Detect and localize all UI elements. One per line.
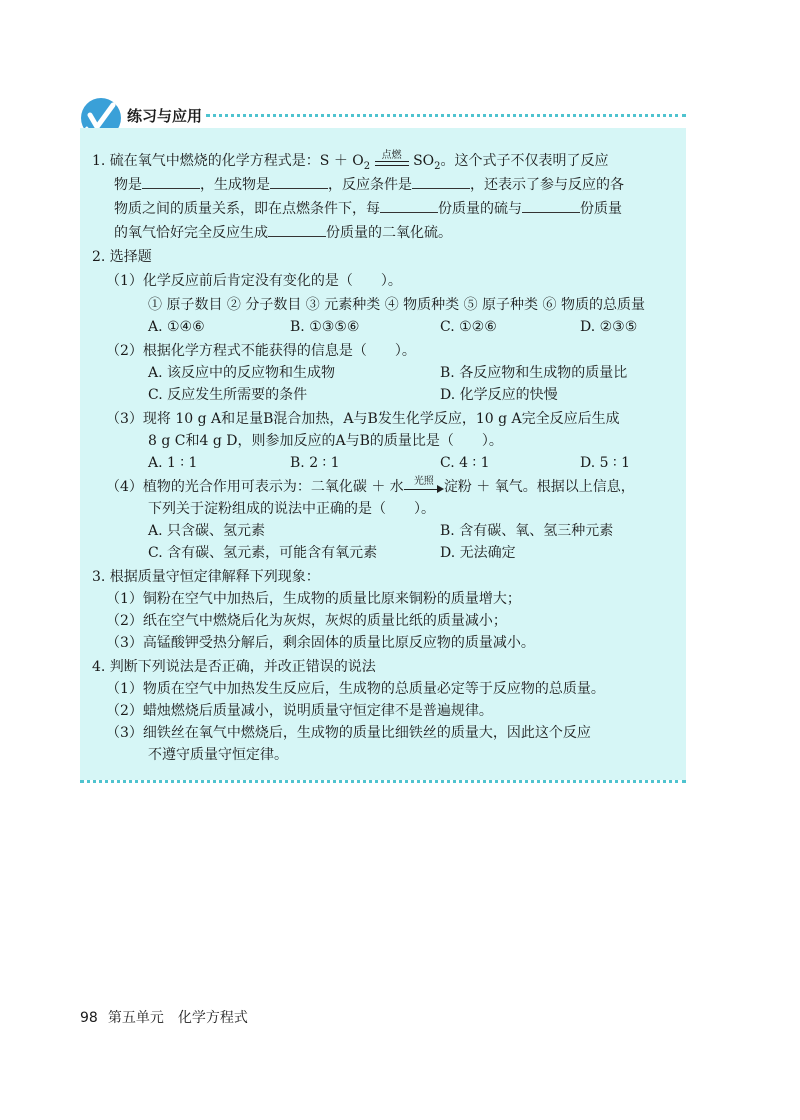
page-footer xyxy=(80,1007,248,1027)
q2-2-option-c[interactable]: C. 反应发生所需要的条件 xyxy=(148,387,308,403)
q2-3-option-a[interactable]: A. 1 ∶ 1 xyxy=(148,455,198,471)
q2-4-stem-line1: （4）植物的光合作用可表示为：二氧化碳 ＋ 水 光照 淀粉 ＋ 氧气。根据以上信息， xyxy=(106,476,635,495)
q3-item-2: （2）纸在空气中燃烧后化为灰烬，灰烬的质量比纸的质量减小； xyxy=(106,613,507,629)
q2-1-option-d[interactable]: D. ②③⑤ xyxy=(580,319,638,335)
q2-2-option-d[interactable]: D. 化学反应的快慢 xyxy=(440,387,558,403)
q2-title: 2. 选择题 xyxy=(92,249,152,265)
q4-item-3-line1: （3）细铁丝在氧气中燃烧后，生成物的质量比细铁丝的质量大，因此这个反应 xyxy=(106,725,591,741)
q3-item-1: （1）铜粉在空气中加热后，生成物的质量比原来铜粉的质量增大； xyxy=(106,591,521,607)
q2-1-stem: （1）化学反应前后肯定没有变化的是（ ）。 xyxy=(106,273,402,289)
q4-item-2: （2）蜡烛燃烧后质量减小，说明质量守恒定律不是普遍规律。 xyxy=(106,703,493,719)
section-title: 练习与应用 xyxy=(127,107,203,125)
q3-item-3: （3）高锰酸钾受热分解后，剩余固体的质量比原反应物的质量减小。 xyxy=(106,635,535,651)
q4-item-3-line2: 不遵守质量守恒定律。 xyxy=(148,747,288,763)
page-number: 98 xyxy=(80,1010,98,1026)
q2-4-option-c[interactable]: C. 含有碳、氢元素，可能含有氧元素 xyxy=(148,545,378,561)
q2-1-option-a[interactable]: A. ①④⑥ xyxy=(148,319,205,335)
header-divider xyxy=(206,114,686,117)
q2-4-option-a[interactable]: A. 只含碳、氢元素 xyxy=(148,523,266,539)
q1-line4: 的氧气恰好完全反应生成 份质量的二氧化硫。 xyxy=(114,222,452,244)
reaction-arrow-icon: 光照 xyxy=(404,481,444,493)
q2-1-option-c[interactable]: C. ①②⑥ xyxy=(440,319,497,335)
q3-title: 3. 根据质量守恒定律解释下列现象： xyxy=(92,569,320,585)
q2-4-option-d[interactable]: D. 无法确定 xyxy=(440,545,516,561)
answer-blank[interactable] xyxy=(270,174,328,189)
q2-3-option-b[interactable]: B. 2 ∶ 1 xyxy=(290,455,340,471)
q2-3-option-c[interactable]: C. 4 ∶ 1 xyxy=(440,455,490,471)
answer-blank[interactable] xyxy=(380,198,438,213)
answer-blank[interactable] xyxy=(142,174,200,189)
q1-line3: 物质之间的质量关系，即在点燃条件下，每 份质量的硫与 份质量 xyxy=(114,198,622,220)
answer-blank[interactable] xyxy=(522,198,580,213)
q1-line2: 物是 ，生成物是 ，反应条件是 ，还表示了参与反应的各 xyxy=(114,174,624,196)
reaction-equals-sign: 点燃 xyxy=(375,157,409,166)
q2-1-items: ① 原子数目 ② 分子数目 ③ 元素种类 ④ 物质种类 ⑤ 原子种类 ⑥ 物质的总质量 xyxy=(148,297,645,313)
q2-4-stem-line2: 下列关于淀粉组成的说法中正确的是（ ）。 xyxy=(148,501,435,517)
chapter-title: 第五单元 化学方程式 xyxy=(107,1010,248,1026)
q2-2-option-b[interactable]: B. 各反应物和生成物的质量比 xyxy=(440,365,628,381)
answer-blank[interactable] xyxy=(412,174,470,189)
q4-item-1: （1）物质在空气中加热发生反应后，生成物的总质量必定等于反应物的总质量。 xyxy=(106,681,605,697)
q4-title: 4. 判断下列说法是否正确，并改正错误的说法 xyxy=(92,659,376,675)
q2-1-option-b[interactable]: B. ①③⑤⑥ xyxy=(290,319,360,335)
panel-bottom-divider xyxy=(80,780,686,783)
answer-blank[interactable] xyxy=(268,222,326,237)
q2-3-stem-line1: （3）现将 10 g A和足量B混合加热，A与B发生化学反应，10 g A完全反应后生成 xyxy=(106,411,620,427)
q2-3-option-d[interactable]: D. 5 ∶ 1 xyxy=(580,455,630,471)
q2-4-option-b[interactable]: B. 含有碳、氧、氢三种元素 xyxy=(440,523,614,539)
q2-2-stem: （2）根据化学方程式不能获得的信息是（ ）。 xyxy=(106,343,416,359)
q2-2-option-a[interactable]: A. 该反应中的反应物和生成物 xyxy=(148,365,336,381)
q2-3-stem-line2: 8 g C和4 g D，则参加反应的A与B的质量比是（ ）。 xyxy=(148,433,503,449)
q1-line1: 1. 硫在氧气中燃烧的化学方程式是：$S + O_2$ 点燃 $SO_2$。这个式子不仅表明了反应 xyxy=(92,149,609,172)
